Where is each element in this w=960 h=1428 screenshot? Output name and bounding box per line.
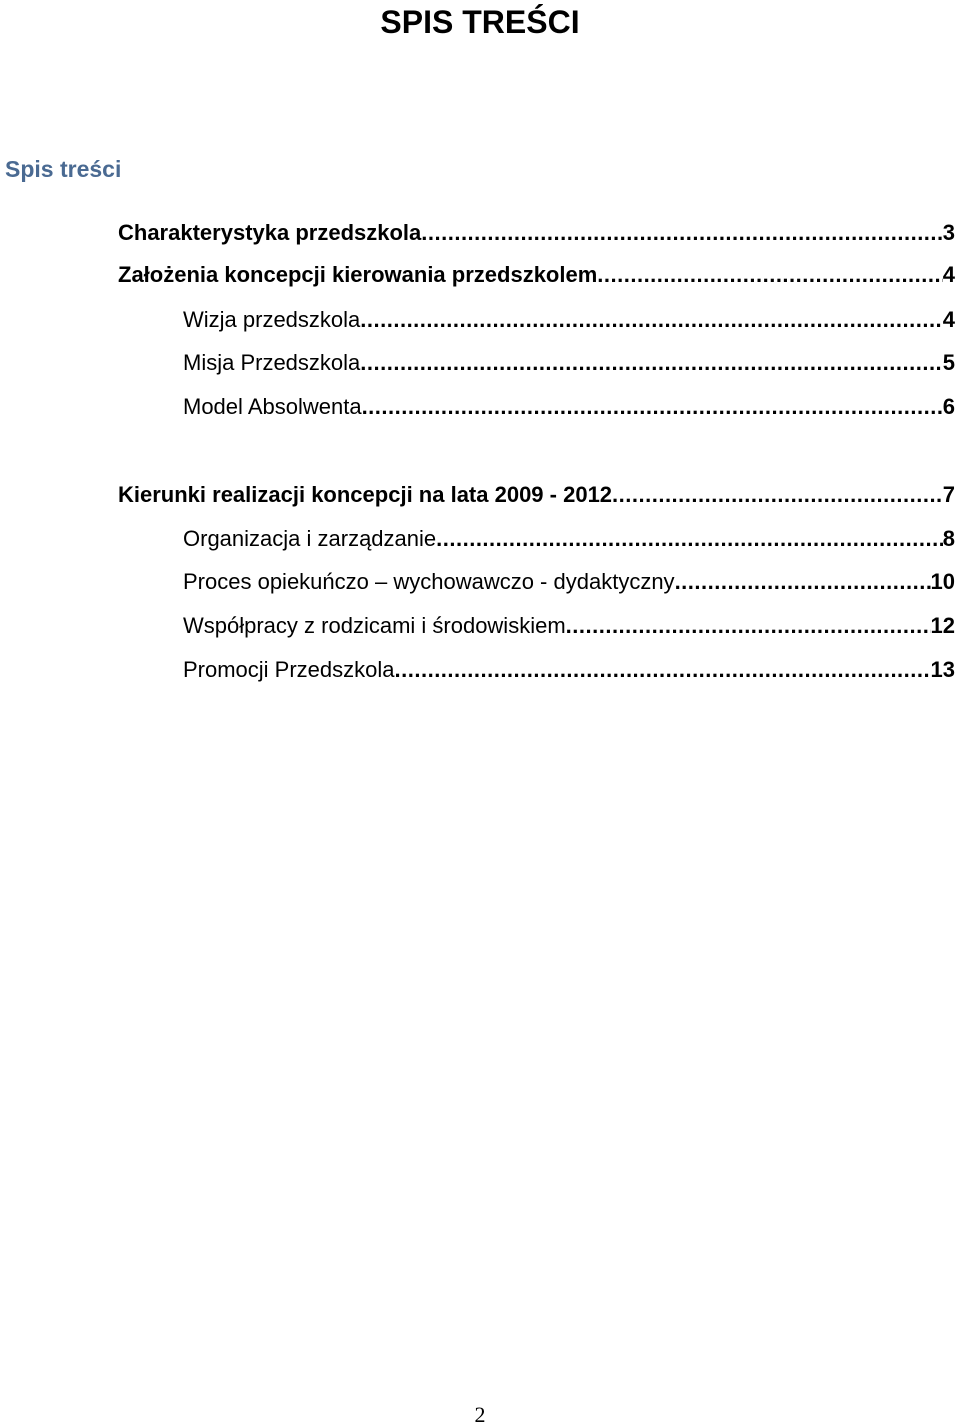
toc-leader-dots <box>421 218 942 248</box>
toc-entry-text: Organizacja i zarządzanie <box>183 526 437 551</box>
toc-leader-dots <box>360 348 942 378</box>
toc-entry-charakterystyka-przedszkola[interactable] <box>118 218 955 248</box>
toc-entry-page: 5 <box>942 350 955 375</box>
toc-leader-dots <box>395 655 931 685</box>
toc-leader-dots <box>612 480 943 510</box>
toc-entry-text: Wizja przedszkola <box>183 307 361 332</box>
toc-entry-wspolpracy-z-rodzicami[interactable] <box>183 611 955 641</box>
toc-leader-dots <box>675 567 931 597</box>
toc-entry-page: 13 <box>930 657 955 682</box>
toc-entry-zalozenia-koncepcji[interactable] <box>118 260 955 290</box>
toc-leader-dots <box>566 611 931 641</box>
toc-entry-text: Model Absolwenta <box>183 394 362 419</box>
toc-entry-misja-przedszkola[interactable] <box>183 348 955 378</box>
toc-entry-text: Współpracy z rodzicami i środowiskiem <box>183 613 566 638</box>
toc-leader-dots <box>360 305 942 335</box>
toc-entry-page: 7 <box>942 482 955 507</box>
toc-entry-text: Kierunki realizacji koncepcji na lata 2009 - 2012 <box>118 482 613 507</box>
toc-entry-wizja-przedszkola[interactable] <box>183 305 955 335</box>
toc-entry-page: 12 <box>930 613 955 638</box>
toc-entry-proces-opiekunczo[interactable] <box>183 567 955 597</box>
toc-entry-model-absolwenta[interactable] <box>183 392 955 422</box>
page-title: SPIS TREŚCI <box>380 4 580 40</box>
toc-entry-text: Charakterystyka przedszkola <box>118 220 422 245</box>
toc-entry-page: 6 <box>942 394 955 419</box>
toc-entry-promocji-przedszkola[interactable] <box>183 655 955 685</box>
toc-leader-dots <box>362 392 943 422</box>
toc-entry-page: 4 <box>942 307 955 332</box>
toc-entry-text: Promocji Przedszkola <box>183 657 395 682</box>
toc-entry-page: 3 <box>942 220 955 245</box>
toc-entry-organizacja-i-zarzadzanie[interactable] <box>183 524 955 554</box>
toc-entry-text: Założenia koncepcji kierowania przedszkolem <box>118 262 598 287</box>
toc-entry-page: 8 <box>942 526 955 551</box>
toc-entry-page: 4 <box>942 262 955 287</box>
toc-entry-kierunki-realizacji[interactable] <box>118 480 955 510</box>
page-number: 2 <box>474 1402 486 1427</box>
toc-entry-page: 10 <box>930 569 955 594</box>
toc-entry-text: Proces opiekuńczo – wychowawczo - dydaktyczny <box>183 569 675 594</box>
toc-heading: Spis treści <box>5 156 122 182</box>
toc-leader-dots <box>436 524 943 554</box>
toc-leader-dots <box>597 260 942 290</box>
toc-entry-text: Misja Przedszkola <box>183 350 361 375</box>
